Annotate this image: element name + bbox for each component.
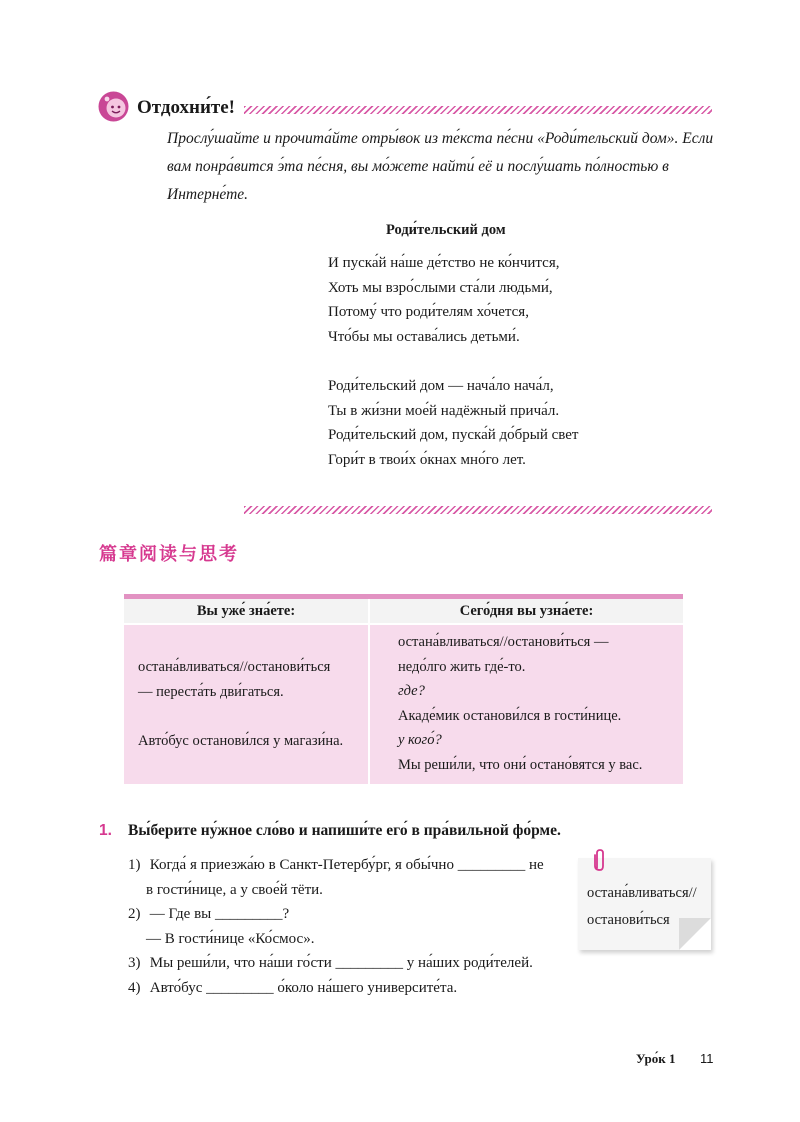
song-line: Роди́тельский дом — нача́ло нача́л, <box>328 378 554 394</box>
exercise-items <box>128 853 578 1000</box>
list-item <box>128 902 578 927</box>
table-cell-known <box>138 655 368 753</box>
table-line: у кого́? <box>398 732 442 748</box>
table-line: Авто́бус останови́лся у магази́на. <box>138 732 344 749</box>
item-number: 2) <box>128 906 141 922</box>
song-stanza-1 <box>328 251 559 349</box>
table-line: где? <box>398 683 425 699</box>
paperclip-icon <box>593 848 607 872</box>
item-text: Когда́ я приезжа́ю в Санкт-Петербу́рг, я обы́чно _________ не <box>149 857 544 873</box>
table-header-known: Вы уже́ зна́ете: <box>196 603 296 619</box>
song-line: Хоть мы взро́слыми ста́ли людьми́, <box>328 279 553 296</box>
song-stanza-2 <box>328 374 579 472</box>
footer-lesson: Уро́к 1 <box>636 1051 676 1066</box>
vocabulary-table <box>124 594 683 784</box>
song-title: Роди́тельский дом <box>386 222 506 238</box>
rest-title: Отдохни́те! <box>137 97 235 118</box>
table-line <box>138 704 368 729</box>
song-line: И пуска́й на́ше де́тство не ко́нчится, <box>328 255 560 271</box>
page-number: 11 <box>700 1051 714 1066</box>
note-line: останови́ться <box>587 912 670 928</box>
section-heading: 篇章阅读与思考 <box>99 544 239 565</box>
item-text: Авто́бус _________ о́коло на́шего университе́та. <box>149 979 458 996</box>
decorative-divider <box>244 506 712 514</box>
table-line: остана́вливаться//останови́ться — <box>398 634 609 650</box>
table-line: остана́вливаться//останови́ться <box>138 659 331 675</box>
list-item <box>128 976 578 1001</box>
table-line: Акаде́мик останови́лся в гости́нице. <box>398 707 622 724</box>
table-line: недо́лго жить где́-то. <box>398 658 526 675</box>
smiley-icon <box>98 91 129 122</box>
rest-instruction: Прослу́шайте и прочита́йте отры́вок из те́кста пе́сни «Роди́тельский дом». Если вам понра́вится э́та пе́сня, вы мо́жете найти́ её и послу́шать по́лностью в Интерне́те. <box>167 130 714 203</box>
item-text: Мы реши́ли, что на́ши го́сти _________ у на́ших роди́телей. <box>149 955 533 971</box>
decorative-divider <box>244 106 712 114</box>
table-header-new: Сего́дня вы узна́ете: <box>459 603 594 619</box>
note-line: остана́вливаться// <box>587 885 697 901</box>
song-line: Потому́ что роди́телям хо́чется, <box>328 304 529 320</box>
list-item <box>128 951 578 976</box>
item-number: 4) <box>128 979 141 996</box>
table-line: — переста́ть дви́гаться. <box>138 683 284 700</box>
word-note <box>578 858 711 950</box>
item-text: — В гости́нице «Ко́смос». <box>146 930 315 947</box>
song-line: Гори́т в твои́х о́кнах мно́го лет. <box>328 451 526 468</box>
exercise-number: 1. <box>99 822 112 839</box>
item-text: в гости́нице, а у свое́й тёти. <box>146 881 323 898</box>
song-line: Ты в жи́зни мое́й надёжный прича́л. <box>328 402 560 419</box>
item-number: 1) <box>128 857 141 873</box>
table-column-divider <box>368 599 370 784</box>
song-line: Что́бы мы остава́лись детьми́. <box>328 328 520 345</box>
exercise-title: Вы́берите ну́жное сло́во и напиши́те его́ в пра́вильной фо́рме. <box>128 822 561 839</box>
list-item <box>128 853 578 878</box>
table-cell-new <box>398 630 678 777</box>
item-number: 3) <box>128 955 141 971</box>
note-text <box>587 880 697 934</box>
item-text: — Где вы _________? <box>149 906 290 922</box>
table-line: Мы реши́ли, что они́ остано́вятся у вас. <box>398 756 643 773</box>
song-line: Роди́тельский дом, пуска́й до́брый свет <box>328 427 579 443</box>
